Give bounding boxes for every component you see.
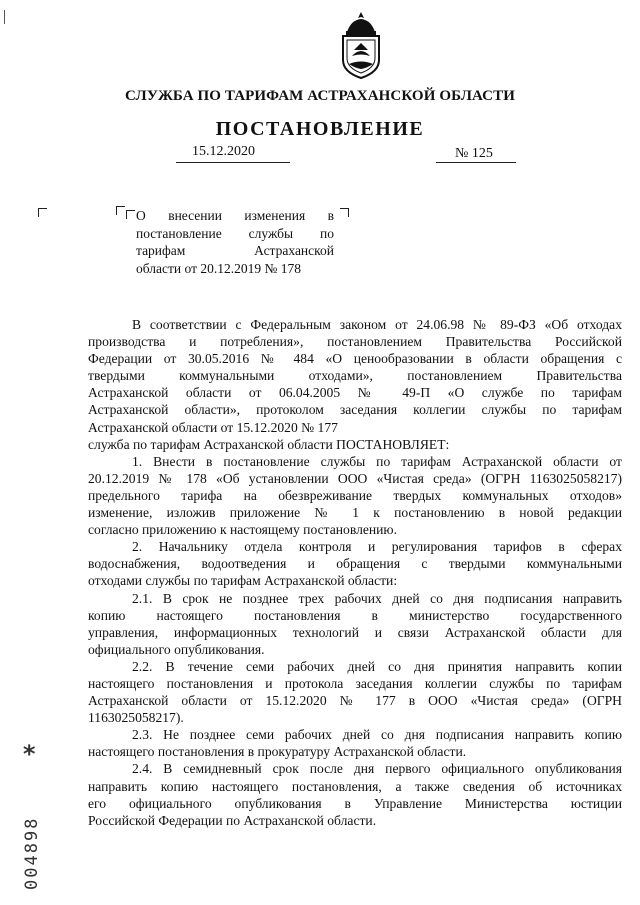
body-line: 2.4. В семидневный срок после дня первого официального опубликования xyxy=(132,761,622,777)
subject-line: постановление службы по xyxy=(136,225,334,241)
scan-stamp xyxy=(20,740,44,890)
body-line: водоснабжения, водоотведения и обращения с твердыми коммунальными xyxy=(88,556,622,572)
body-line: предельного тарифа на обезвреживание твердых коммунальных отходов» xyxy=(88,487,622,503)
body-line: копию настоящего постановления в министерство государственного xyxy=(88,607,622,623)
body-line: Астраханской области от 06.04.2005 № 49-П «О службе по тарифам xyxy=(88,385,622,401)
body-line: 2.3. Не позднее семи рабочих дней со дня подписания направить копию xyxy=(132,727,622,743)
body-line: его официального опубликования в Управление Министерства юстиции xyxy=(88,795,622,811)
number-underline xyxy=(436,162,516,163)
coat-of-arms-icon xyxy=(337,10,385,80)
body-line: В соответствии с Федеральным законом от 24.06.98 № 89-ФЗ «Об отходах xyxy=(132,317,622,332)
document-type-title: ПОСТАНОВЛЕНИЕ xyxy=(215,118,425,140)
body-line: Астраханской области от 15.12.2020 № 177 в ООО «Чистая среда» (ОГРН xyxy=(88,693,622,709)
body-line: управления, информационных технологий и связи Астраханской области для xyxy=(88,624,622,640)
body-line: направить копию настоящего постановления, а также сведения об источниках xyxy=(88,778,622,794)
subject-line: О внесении изменения в xyxy=(136,208,334,223)
document-number: № 125 xyxy=(455,146,493,161)
scan-margin-tick xyxy=(4,10,5,24)
subject-corner-mark-inner xyxy=(126,210,135,219)
body-line: 1. Внести в постановление службы по тарифам Астраханской области от xyxy=(132,453,622,469)
body-line: твердыми коммунальными отходами», постановлением Правительства xyxy=(88,368,622,384)
body-line: согласно приложению к настоящему постановлению. xyxy=(88,522,397,538)
body-line: Федерации от 30.05.2016 № 484 «О ценообразовании в области обращения с xyxy=(88,351,622,367)
subject-line: области от 20.12.2019 № 178 xyxy=(136,260,301,276)
body-line: официального опубликования. xyxy=(88,641,265,657)
body-line: 2. Начальнику отдела контроля и регулирования тарифов в сферах xyxy=(132,539,622,555)
subject-block xyxy=(136,207,334,277)
document-date: 15.12.2020 xyxy=(192,144,255,159)
subject-line: тарифам Астраханской xyxy=(136,243,334,258)
body-line: настоящего постановления и протокола заседания коллегии службы по тарифам xyxy=(88,675,622,691)
body-line: производства и потребления», постановлением Правительства Российской xyxy=(88,334,622,350)
body-line: 1163025058217). xyxy=(88,710,184,726)
body-line: 2.1. В срок не позднее трех рабочих дней со дня подписания направить xyxy=(132,590,622,606)
stamp-serial-number: 004898 xyxy=(22,816,42,890)
stamp-asterisk: * xyxy=(22,740,37,768)
body-line: 20.12.2019 № 178 «Об установлении ООО «Чистая среда» (ОГРН 1163025058217) xyxy=(88,470,622,486)
agency-name: СЛУЖБА ПО ТАРИФАМ АСТРАХАНСКОЙ ОБЛАСТИ xyxy=(125,88,515,104)
body-line: Астраханской области от 15.12.2020 № 177 xyxy=(88,419,338,435)
body-line: изменение, изложив приложение № 1 к постановлению в новой редакции xyxy=(88,505,622,521)
body-line: 2.2. В течение семи рабочих дней со дня принятия направить копии xyxy=(132,658,622,674)
subject-corner-mark-right xyxy=(340,208,349,217)
date-underline xyxy=(176,162,290,163)
margin-corner-mark xyxy=(38,208,47,217)
body-line: служба по тарифам Астраханской области ПОСТАНОВЛЯЕТ: xyxy=(88,436,450,452)
body-line: Астраханской области», протоколом заседания коллегии службы по тарифам xyxy=(88,402,622,418)
document-body xyxy=(88,316,622,829)
body-line: отходами службы по тарифам Астраханской области: xyxy=(88,573,398,589)
body-line: Российской Федерации по Астраханской области. xyxy=(88,812,377,828)
subject-corner-mark xyxy=(116,206,125,215)
body-line: настоящего постановления в прокуратуру Астраханской области. xyxy=(88,744,467,760)
